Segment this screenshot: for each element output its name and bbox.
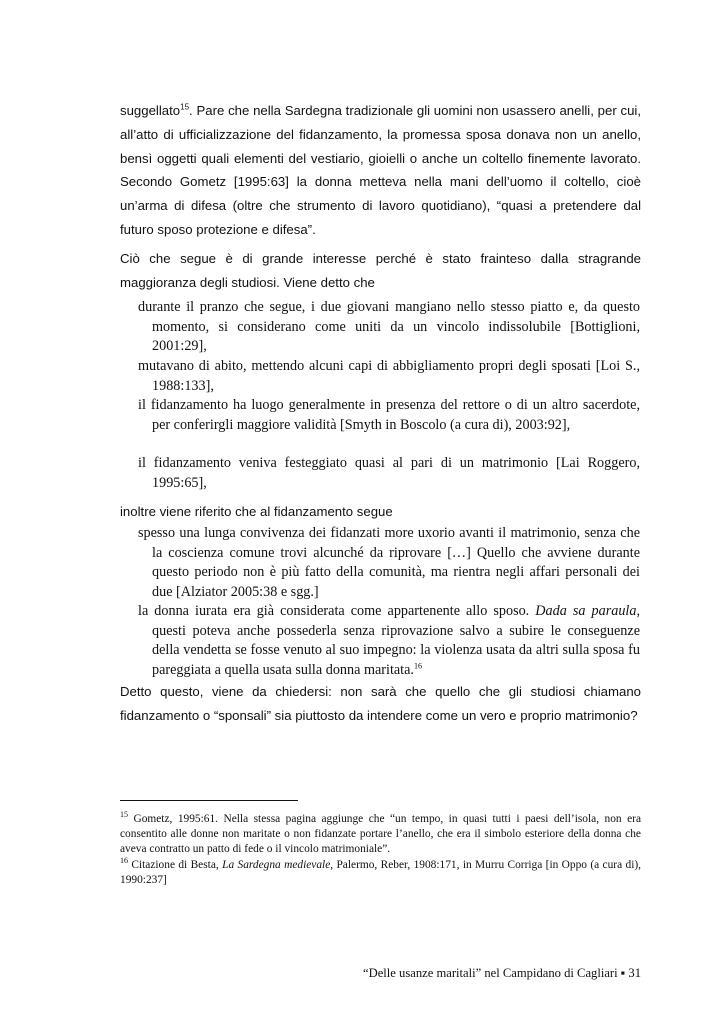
quote-smyth: il fidanzamento ha luogo generalmente in presenza del rettore o di un altro sacerdote, per conferirgli maggiore validità [Smyth in Boscolo (a cura di), 2003:92], <box>138 397 640 433</box>
quote-besta-post: , questi poteva anche possederla senza riprovazione salvo a subire le conseguenze della vendetta se fosse venuto al suo impegno: la violenza usata da altri sulla sposa fu pareggiata a quella usata sulla donna maritata. <box>152 603 640 678</box>
footnote-divider <box>120 800 298 801</box>
paragraph-2: Ciò che segue è di grande interesse perché è stato frainteso dalla stragrande maggioranza degli studiosi. Viene detto che <box>120 251 641 290</box>
footnote-ref-16[interactable]: 16 <box>413 660 422 670</box>
paragraph-1-lead: suggellato <box>120 103 181 118</box>
quote-bottiglioni: durante il pranzo che segue, i due giovani mangiano nello stesso piatto e, da questo momento, si considerano come uniti da un vincolo indissolubile [Bottiglioni, 2001:29], <box>138 299 640 354</box>
paragraph-1 <box>120 99 641 242</box>
running-title: “Delle usanze maritali” nel Campidano di Cagliari <box>363 966 618 980</box>
paragraph-1-text: . Pare che nella Sardegna tradizionale gli uomini non usassero anelli, per cui, all’atto di ufficializzazione del fidanzamento, la promessa sposa donava non un anello, bensì oggetti quali elementi del vestiario, gioielli o anche un coltello finemente lavorato. Secondo Gometz [1995:63] la donna metteva nella mani dell’uomo il coltello, cioè un’arma di difesa (oltre che strumento di lavoro quotidiano), “quasi a pretendere dal futuro sposo protezione e difesa”. <box>120 103 641 237</box>
footnote-book-title: La Sardegna medievale <box>222 859 331 871</box>
quote-lai-roggero: il fidanzamento veniva festeggiato quasi al pari di un matrimonio [Lai Roggero, 1995:65], <box>138 455 640 491</box>
page-footer <box>363 965 641 981</box>
quote-besta-pre: la donna iurata era già considerata come appartenente allo sposo. <box>138 603 536 619</box>
page-number: 31 <box>628 966 641 980</box>
footnote-15 <box>120 812 641 858</box>
quote-besta-italic: Dada sa paraula <box>535 603 637 619</box>
footnote-number: 15 <box>120 810 128 820</box>
footnote-number: 16 <box>120 856 128 866</box>
paragraph-4: Detto questo, viene da chiedersi: non sarà che quello che gli studiosi chiamano fidanzamento o “sponsali” sia piuttosto da intendere come un vero e proprio matrimonio? <box>120 684 641 723</box>
quote-besta <box>138 602 640 680</box>
footnote-text-post: , Palermo, Reber, 1908:171, in Murru Corriga [in Oppo (a cura di), 1990:237] <box>120 859 641 887</box>
footnote-16 <box>120 858 641 888</box>
paragraph-3: inoltre viene riferito che al fidanzamento segue <box>120 504 393 519</box>
footer-separator: ▪ <box>620 966 626 980</box>
footnote-text-pre: Citazione di Besta, <box>128 859 223 871</box>
quote-loi: mutavano di abito, mettendo alcuni capi di abbigliamento propri degli sposati [Loi S., 1988:133], <box>138 358 640 394</box>
footnote-text: Gometz, 1995:61. Nella stessa pagina aggiunge che “un tempo, in quasi tutti i paesi dell’isola, non era consentito alle donne non maritate o non fidanzate portare l’anello, che era il simbolo esteriore della donna che aveva contratto un patto di fede o il vincolo matrimoniale”. <box>120 813 641 856</box>
quote-alziator: spesso una lunga convivenza dei fidanzati more uxorio avanti il matrimonio, senza che la coscienza comune trovi alcunché da riprovare […] Quello che avviene durante questo periodo non è più fatto della comunità, ma rientra negli affari personali dei due [Alziator 2005:38 e sgg.] <box>138 525 640 600</box>
footnote-ref-15[interactable]: 15 <box>180 102 190 112</box>
